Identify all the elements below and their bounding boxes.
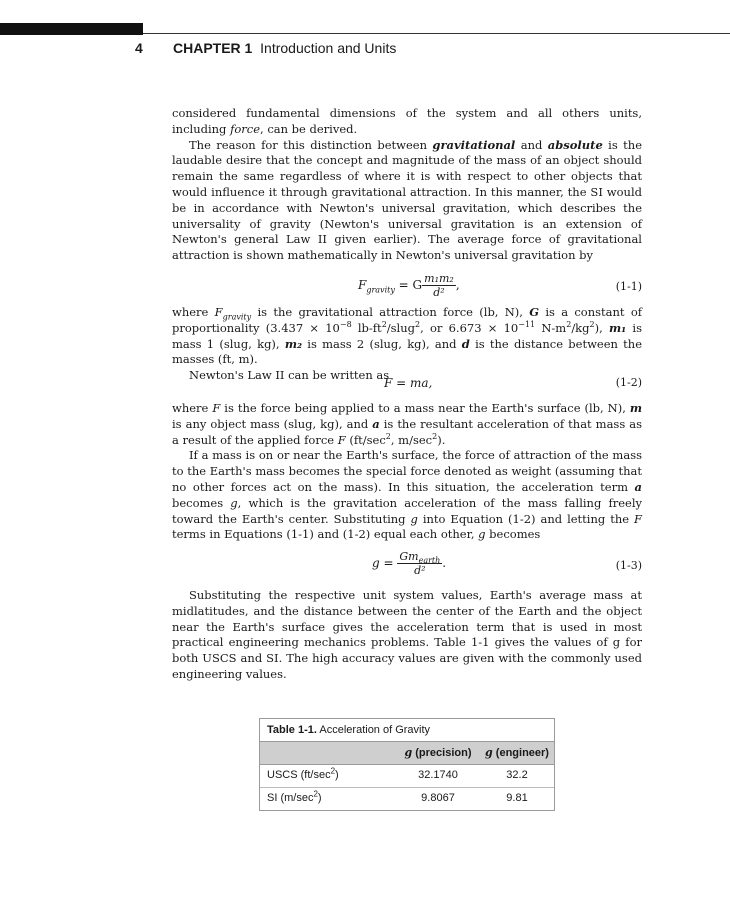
table-acceleration-of-gravity bbox=[259, 718, 555, 811]
row-unit: SI $(m/\sec^2)$ bbox=[267, 789, 322, 804]
header-rule-line bbox=[143, 33, 730, 34]
page-number: 4 bbox=[135, 40, 143, 56]
equation-1-2: F = ma, (1-2) bbox=[384, 376, 642, 390]
row-precision-value: 9.8067 bbox=[421, 792, 455, 804]
equation-1-1: $F_{gravity} = G$ $\frac{\text{m₁m₂}}{\text{d²}}$ , (1-1) bbox=[358, 272, 642, 299]
header-rule-block bbox=[0, 23, 143, 35]
row-unit: USCS $(ft/\sec^2)$ bbox=[267, 766, 339, 781]
equation-1-3: g = $\frac{Gm_{earth}}{\text{d²}}$ . (1-3) bbox=[372, 550, 642, 577]
column-header-engineer: g (engineer) bbox=[485, 746, 549, 759]
equation-number: (1-3) bbox=[615, 559, 642, 572]
paragraph: where $F_{gravity}$ is the gravitational attraction force (lb, N), G is a constant of proportionality ($3.437 \times 10^{-8}$ $lb-ft^2/slug^2$, or $6.673 \times 10^{-11}$ $N-m^2/kg^2$), m₁ is mass 1 (slug, kg), m₂ is mass 2 (slug, kg), and d is the distance between the masses (ft, m). bbox=[172, 305, 643, 367]
paragraph: Newton's Law II can be written as bbox=[189, 368, 390, 383]
chapter-heading bbox=[173, 40, 396, 56]
table-row bbox=[260, 765, 554, 788]
row-precision-value: 32.1740 bbox=[418, 769, 458, 781]
column-header-precision: g (precision) bbox=[404, 746, 472, 759]
equation-number: (1-1) bbox=[615, 280, 642, 293]
table-caption: Table 1-1. Acceleration of Gravity bbox=[260, 719, 554, 742]
chapter-title: Introduction and Units bbox=[260, 40, 397, 56]
body-block-3 bbox=[172, 401, 642, 543]
table-header-row bbox=[260, 742, 554, 765]
table-row bbox=[260, 788, 554, 810]
paragraph: Substituting the respective unit system values, Earth's average mass at midlatitudes, and the distance between the center of the Earth and the object near the Earth's surface gives the acceleration term that is used in most practical engineering mechanics problems. Table 1-1 gives the values of g for both USCS and SI. The high accuracy values are given with the commonly used engineering values. bbox=[172, 588, 642, 681]
paragraph: considered fundamental dimensions of the system and all others units, including force, can be derived. bbox=[172, 106, 642, 136]
body-block-4 bbox=[172, 588, 642, 683]
paragraph: where F is the force being applied to a mass near the Earth's surface (lb, N), m is any object mass (slug, kg), and a is the resultant acceleration of that mass as a result of the applied force F ($ft/\sec^2$, $m/\sec^2$). bbox=[172, 401, 643, 447]
chapter-label: CHAPTER 1 bbox=[173, 40, 253, 56]
equation-number: (1-2) bbox=[615, 376, 642, 389]
row-engineer-value: 32.2 bbox=[506, 769, 528, 781]
body-block-2 bbox=[172, 305, 642, 384]
body-block-1 bbox=[172, 106, 642, 264]
paragraph: The reason for this distinction between gravitational and absolute is the laudable desire that the concept and magnitude of the mass of an object should remain the same regardless of where it is with respect to other objects that would influence it through gravitational attraction. In this manner, the SI would be in accordance with Newton's universal gravitation, which describes the universality of gravity (Newton's universal gravitation is an extension of Newton's general Law II given earlier). The average force of gravitational attraction is shown mathematically in Newton's universal gravitation by bbox=[172, 137, 643, 263]
paragraph: If a mass is on or near the Earth's surface, the force of attraction of the mass to the Earth's mass becomes the special force denoted as weight (assuming that no other forces act on the mass). In this situation, the acceleration term a becomes g, which is the gravitation acceleration of the mass falling freely toward the Earth's center. Substituting g into Equation (1-2) and letting the F terms in Equations (1-1) and (1-2) equal each other, g becomes bbox=[172, 448, 642, 542]
row-engineer-value: 9.81 bbox=[506, 792, 528, 804]
